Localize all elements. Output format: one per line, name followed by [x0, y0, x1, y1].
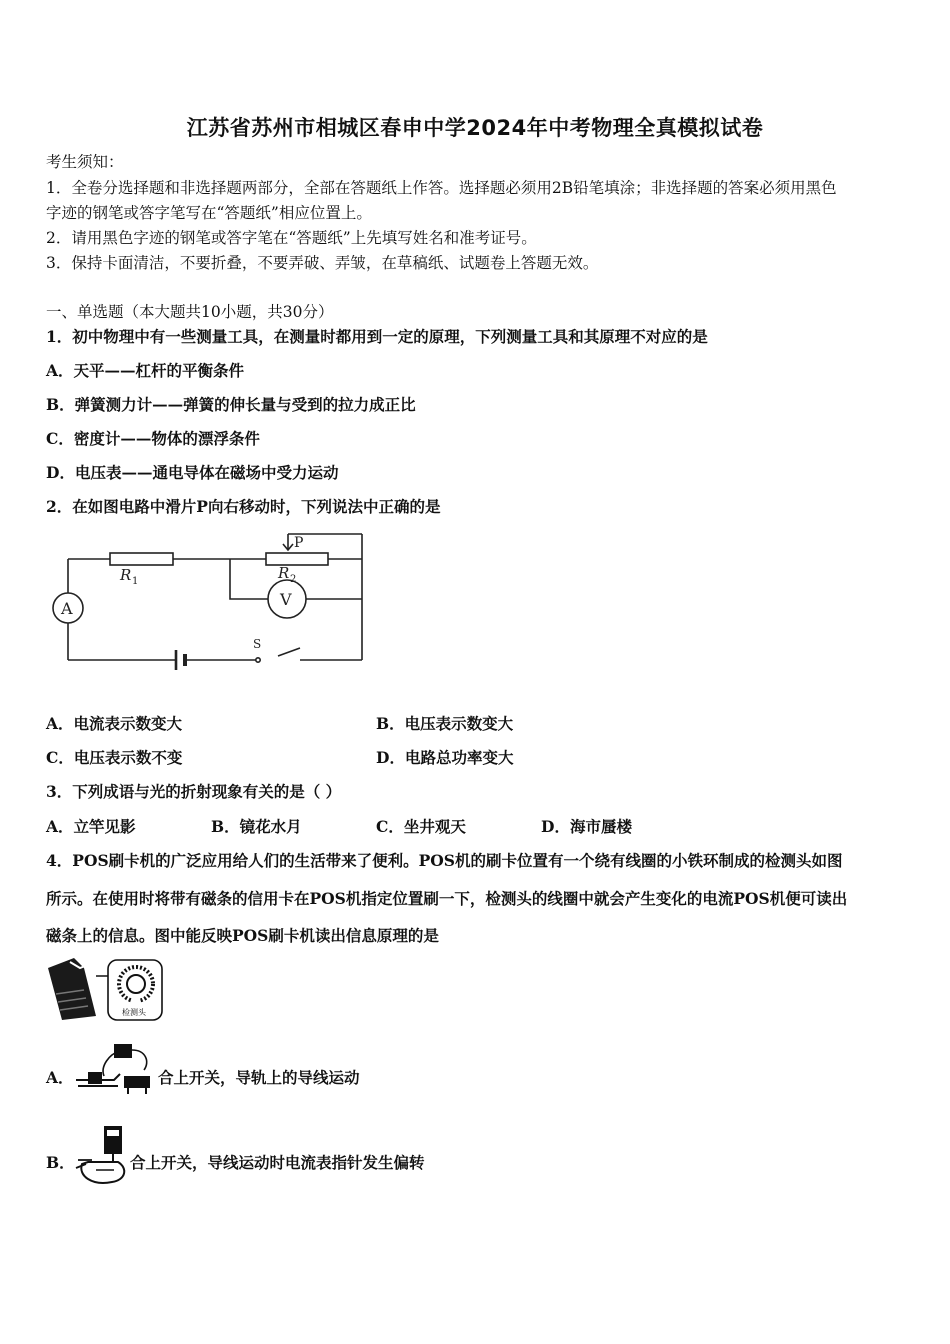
q2-option-c: C．电压表示数不变 — [46, 748, 183, 767]
q4-stem-line-1: 4．POS刷卡机的广泛应用给人们的生活带来了便利。POS机的刷卡位置有一个绕有线圈的小铁环制成的检测头如图 — [46, 851, 843, 870]
detector-head-label: 检测头 — [122, 1008, 146, 1017]
r2-subscript: 2 — [290, 574, 297, 585]
q2-stem: 2．在如图电路中滑片P向右移动时，下列说法中正确的是 — [46, 497, 441, 516]
notice-item-2: 2．请用黑色字迹的钢笔或答字笔在“答题纸”上先填写姓名和准考证号。 — [46, 229, 537, 247]
notice-item-3: 3．保持卡面清洁，不要折叠，不要弄破、弄皱，在草稿纸、试题卷上答题无效。 — [46, 254, 599, 272]
q4-option-a-letter: A． — [46, 1068, 74, 1087]
q4-option-b-figure — [74, 1124, 130, 1192]
q4-option-a-figure — [74, 1040, 158, 1096]
q3-option-c: C．坐井观天 — [376, 817, 466, 836]
q1-stem: 1．初中物理中有一些测量工具，在测量时都用到一定的原理，下列测量工具和其原理不对应的是 — [46, 327, 708, 346]
q2-option-d: D．电路总功率变大 — [376, 748, 514, 767]
ammeter-label: A — [61, 599, 73, 618]
q3-option-a: A．立竿见影 — [46, 817, 136, 836]
q1-option-d: D．电压表——通电导体在磁场中受力运动 — [46, 463, 339, 482]
q2-option-b: B．电压表示数变大 — [376, 714, 514, 733]
notice-heading: 考生须知： — [46, 153, 124, 171]
q3-stem: 3．下列成语与光的折射现象有关的是（ ） — [46, 782, 342, 801]
q1-option-b: B．弹簧测力计——弹簧的伸长量与受到的拉力成正比 — [46, 395, 416, 414]
r2-label: R — [278, 564, 290, 582]
section-heading: 一、单选题（本大题共10小题，共30分） — [46, 303, 334, 321]
q1-option-a: A．天平——杠杆的平衡条件 — [46, 361, 245, 380]
voltmeter-label: V — [280, 590, 292, 609]
q3-option-d: D．海市蜃楼 — [541, 817, 632, 836]
slider-label-p: P — [294, 535, 304, 551]
q3-option-b: B．镜花水月 — [211, 817, 302, 836]
q4-stem-line-3: 磁条上的信息。图中能反映POS刷卡机读出信息原理的是 — [46, 926, 439, 945]
q2-circuit-diagram — [40, 530, 380, 680]
q4-option-b-letter: B． — [46, 1153, 75, 1172]
resistor-r1 — [110, 553, 173, 565]
r1-subscript: 1 — [132, 576, 139, 587]
q1-option-c: C．密度计——物体的漂浮条件 — [46, 429, 260, 448]
page-title: 江苏省苏州市相城区春申中学2024年中考物理全真模拟试卷 — [186, 116, 764, 140]
q4-option-b-text: 合上开关，导线运动时电流表指针发生偏转 — [130, 1153, 425, 1172]
notice-item-1-line-2: 字迹的钢笔或答字笔写在“答题纸”相应位置上。 — [46, 204, 372, 222]
q4-stem-line-2: 所示。在使用时将带有磁条的信用卡在POS机指定位置刷一下，检测头的线圈中就会产生变化的电流POS机便可读出 — [46, 889, 848, 908]
r1-label: R — [120, 566, 132, 584]
switch-label: S — [253, 637, 262, 651]
notice-item-1-line-1: 1．全卷分选择题和非选择题两部分，全部在答题纸上作答。选择题必须用2B铅笔填涂；非选择题的答案必须用黑色 — [46, 179, 837, 197]
q4-pos-figure — [44, 954, 166, 1026]
q4-option-a-text: 合上开关，导轨上的导线运动 — [158, 1068, 360, 1087]
q2-option-a: A．电流表示数变大 — [46, 714, 183, 733]
resistor-r2 — [266, 553, 328, 565]
